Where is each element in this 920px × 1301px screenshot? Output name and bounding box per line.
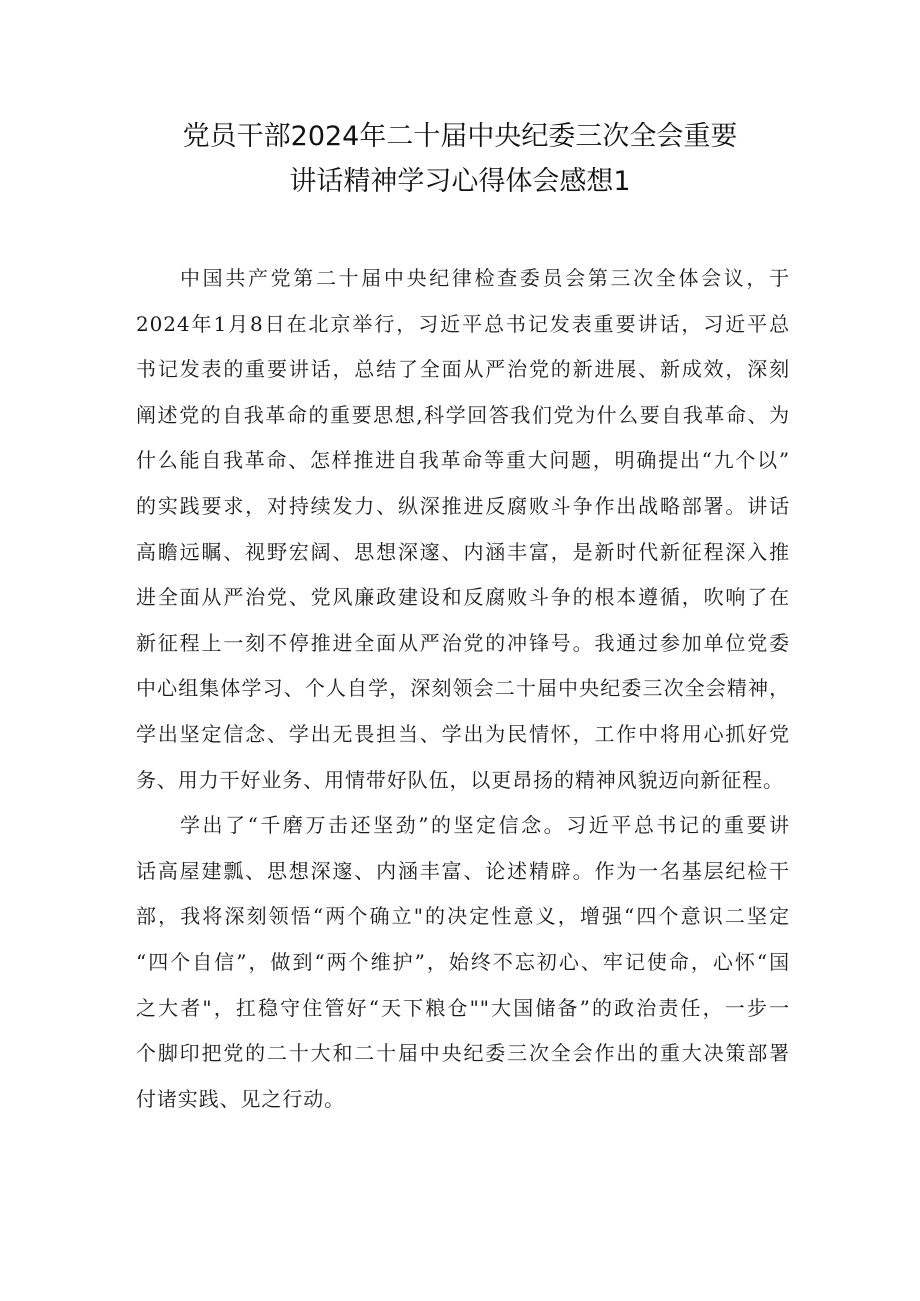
paragraph-line: 新征程上一刻不停推进全面从严治党的冲锋号。我通过参加单位党委 xyxy=(136,630,790,655)
title-line-1: 党员干部2024年二十届中央纪委三次全会重要 xyxy=(182,121,738,152)
paragraph-line: 学出坚定信念、学出无畏担当、学出为民情怀，工作中将用心抓好党 xyxy=(136,721,790,746)
paragraph-line: 的实践要求，对持续发力、纵深推进反腐败斗争作出战略部署。讲话 xyxy=(136,493,790,518)
document-body xyxy=(136,256,790,1122)
paragraph-line: 什么能自我革命、怎样推进自我革命等重大问题，明确提出“九个以” xyxy=(136,448,790,473)
paragraph-line: 付诸实践、见之行动。 xyxy=(136,1086,345,1111)
paragraph-line: 务、用力干好业务、用情带好队伍，以更昂扬的精神风貌迈向新征程。 xyxy=(136,767,784,792)
paragraph-line: 中心组集体学习、个人自学，深刻领会二十届中央纪委三次全会精神， xyxy=(136,676,790,701)
paragraph-line: 学出了“千磨万击还坚劲”的坚定信念。习近平总书记的重要讲 xyxy=(180,813,790,838)
paragraph-1 xyxy=(136,256,790,803)
paragraph-line: 书记发表的重要讲话，总结了全面从严治党的新进展、新成效，深刻 xyxy=(136,357,790,382)
document-title xyxy=(120,114,800,204)
paragraph-line: 阐述党的自我革命的重要思想,科学回答我们党为什么要自我革命、为 xyxy=(136,402,790,427)
paragraph-line: 高瞻远瞩、视野宏阔、思想深邃、内涵丰富，是新时代新征程深入推 xyxy=(136,539,790,564)
paragraph-line: 个脚印把党的二十大和二十届中央纪委三次全会作出的重大决策部署 xyxy=(136,1041,790,1066)
paragraph-line: “四个自信”，做到“两个维护”，始终不忘初心、牢记使命，心怀“国 xyxy=(136,949,790,974)
paragraph-line: 2024年1月8日在北京举行，习近平总书记发表重要讲话，习近平总 xyxy=(136,311,790,336)
paragraph-line: 部，我将深刻领悟“两个确立"的决定性意义，增强“四个意识二坚定 xyxy=(136,904,790,929)
paragraph-2 xyxy=(136,803,790,1122)
paragraph-line: 中国共产党第二十届中央纪律检查委员会第三次全体会议，于 xyxy=(180,266,790,290)
paragraph-line: 话高屋建瓢、思想深邃、内涵丰富、论述精辟。作为一名基层纪检干 xyxy=(136,858,790,883)
paragraph-line: 进全面从严治党、党风廉政建设和反腐败斗争的根本遵循，吹响了在 xyxy=(136,585,790,610)
paragraph-line: 之大者"，扛稳守住管好“天下粮仓""大国储备”的政治责任，一步一 xyxy=(136,995,790,1020)
title-line-2: 讲话精神学习心得体会感想1 xyxy=(289,166,631,197)
